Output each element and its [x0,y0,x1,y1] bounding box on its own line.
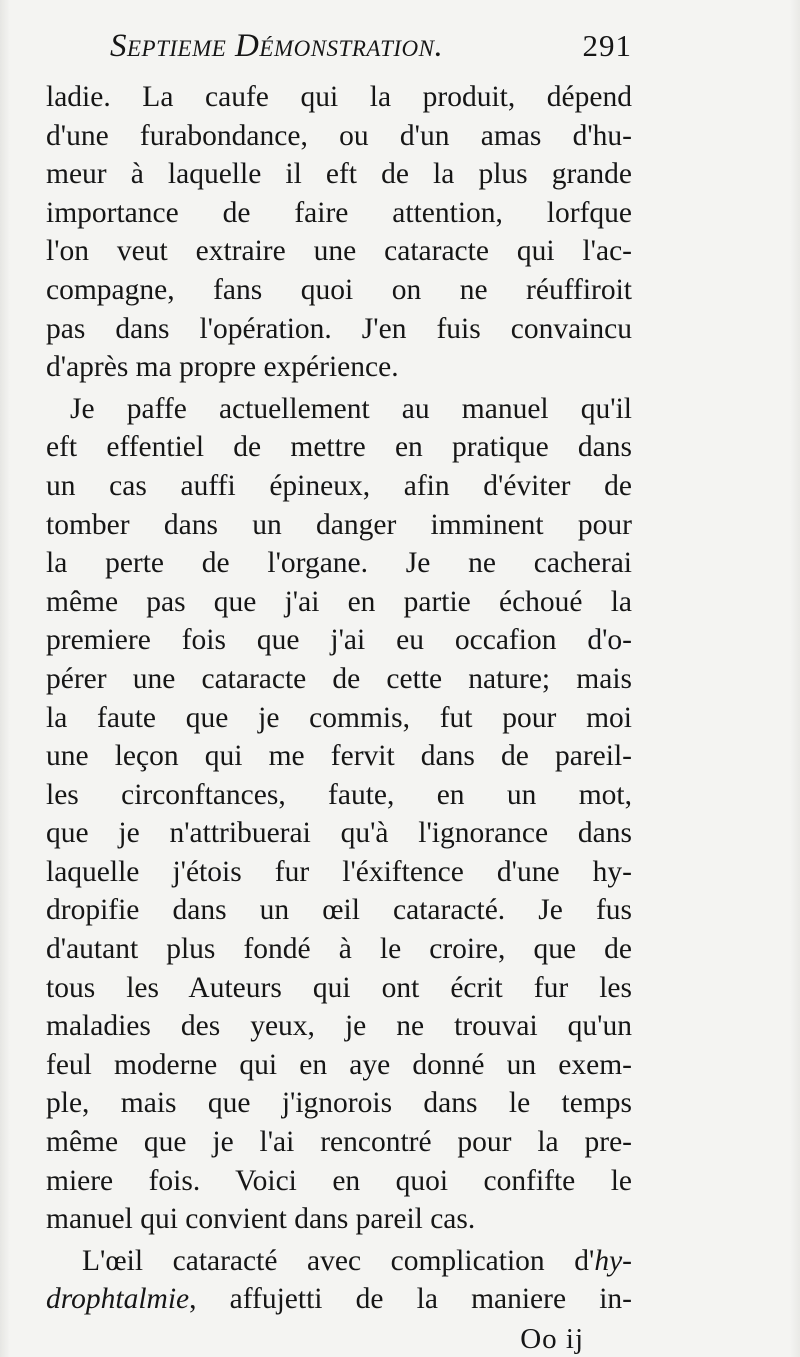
paragraph-start-line: Je paffe actuellement au manuel qu'il [70,392,632,425]
body-line: que je n'attribuerai qu'à l'ignorance dans [46,817,632,850]
body-line: la faute que je commis, fut pour moi [46,701,632,734]
body-line: même pas que j'ai en partie échoué la [46,585,632,618]
body-line: l'on veut extraire une cataracte qui l'ac- [46,235,632,268]
body-line: ple, mais que j'ignorois dans le temps [46,1087,632,1120]
body-line: la perte de l'organe. Je ne cacherai [46,547,632,580]
body-line: même que je l'ai rencontré pour la pre- [46,1126,632,1159]
italic-term: drophtalmie [46,1283,190,1316]
page-number: 291 [582,28,632,63]
running-head [46,28,632,78]
body-line: tous les Auteurs qui ont écrit fur les [46,971,632,1004]
body-line: les circonftances, faute, en un mot, [46,778,632,811]
page-right-edge [790,0,800,1357]
paragraph-start-line [46,1242,632,1281]
body-line: pérer une cataracte de cette nature; mais [46,662,632,695]
text-block [46,28,632,1357]
body-line: maladies des yeux, je ne trouvai qu'un [46,1010,632,1043]
body-line: un cas auffi épineux, afin d'éviter de [46,469,632,502]
body-line: tomber dans un danger imminent pour [46,508,632,541]
body-line: compagne, fans quoi on ne réuffiroit [46,273,632,306]
body-line: d'une furabondance, ou d'un amas d'hu- [46,119,632,152]
body-line: miere fois. Voici en quoi confifte le [46,1164,632,1197]
body-text: L'œil cataracté avec complication d' [82,1244,595,1277]
body-line: dropifie dans un œil cataracté. Je fus [46,894,632,927]
body-line: d'après ma propre expérience. [46,351,399,384]
body-line: d'autant plus fondé à le croire, que de [46,933,632,966]
body-line: eft effentiel de mettre en pratique dans [46,431,632,464]
body-line: feul moderne qui en aye donné un exem- [46,1048,632,1081]
body-line: ladie. La caufe qui la produit, dépend [46,81,632,113]
body-line: meur à laquelle il eft de la plus grande [46,158,632,191]
italic-term: hy- [594,1244,632,1277]
body-text: , affujetti de la maniere in- [189,1283,632,1316]
catchword-signature: Oo ij [520,1323,584,1355]
running-title: Septieme Démonstration. [110,28,444,64]
page-left-edge [0,0,10,1357]
body-line: pas dans l'opération. J'en fuis convaincu [46,312,632,345]
body-line [46,1280,632,1319]
body-line: importance de faire attention, lorfque [46,196,632,229]
body-line: premiere fois que j'ai eu occafion d'o- [46,624,632,657]
body-line: manuel qui convient dans pareil cas. [46,1203,476,1236]
body-line: laquelle j'étois fur l'éxiftence d'une hy- [46,855,632,888]
body-line: une leçon qui me fervit dans de pareil- [46,740,632,773]
